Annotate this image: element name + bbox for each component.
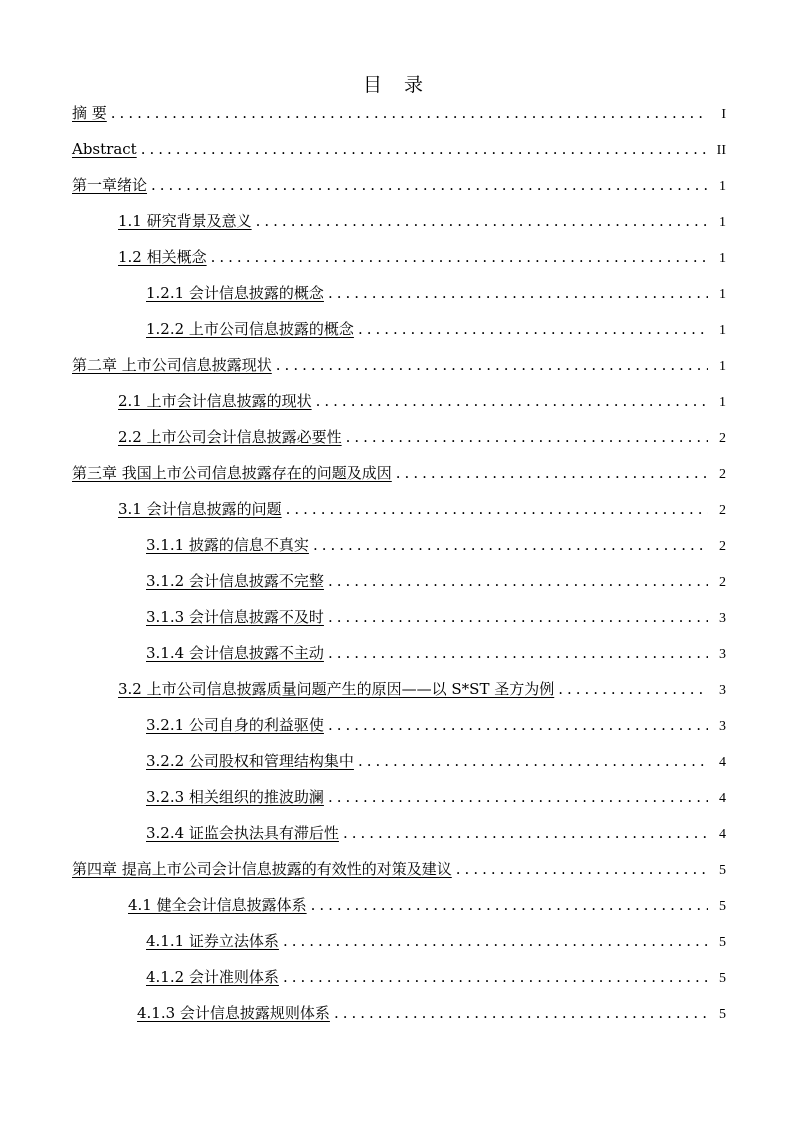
toc-entry[interactable]: [72, 100, 726, 126]
toc-entry[interactable]: [118, 388, 726, 414]
toc-entry[interactable]: [72, 136, 726, 162]
toc-entry[interactable]: [146, 640, 726, 666]
toc-entry[interactable]: [146, 604, 726, 630]
toc-entry-page: 2: [719, 431, 726, 446]
dot-leader: [283, 964, 708, 990]
toc-entry-page: 1: [719, 179, 726, 194]
toc-entry-label[interactable]: 第三章 我国上市公司信息披露存在的问题及成因: [72, 464, 392, 482]
toc-entry-page: 4: [719, 791, 726, 806]
toc-entry[interactable]: [146, 964, 726, 990]
dot-leader: [276, 352, 708, 378]
toc-entry-page: 3: [719, 611, 726, 626]
dot-leader: [558, 676, 708, 702]
toc-entry-label[interactable]: Abstract: [72, 140, 137, 158]
toc-entry-label[interactable]: 3.1 会计信息披露的问题: [118, 500, 282, 518]
dot-leader: [283, 928, 708, 954]
toc-entry[interactable]: [146, 748, 726, 774]
dot-leader: [358, 748, 708, 774]
toc-entry-label[interactable]: 第一章绪论: [72, 176, 148, 194]
toc-entry[interactable]: [72, 172, 726, 198]
toc-entry[interactable]: [146, 784, 726, 810]
toc-entry[interactable]: [118, 496, 726, 522]
dot-leader: [313, 532, 708, 558]
toc-entry-page: 3: [719, 719, 726, 734]
toc-entry[interactable]: [146, 928, 726, 954]
toc-entry[interactable]: [146, 568, 726, 594]
toc-entry-page: 1: [719, 215, 726, 230]
toc-entry-page: 1: [719, 395, 726, 410]
dot-leader: [311, 892, 708, 918]
toc-entry-label[interactable]: 3.1.1 披露的信息不真实: [146, 536, 309, 554]
toc-entry-page: II: [716, 143, 726, 158]
toc-entry[interactable]: [118, 676, 726, 702]
dot-leader: [256, 208, 708, 234]
toc-entry[interactable]: [72, 352, 726, 378]
dot-leader: [396, 460, 708, 486]
toc-entry[interactable]: [146, 712, 726, 738]
dot-leader: [328, 640, 708, 666]
toc-entry-label[interactable]: 1.2 相关概念: [118, 248, 207, 266]
toc-entry-page: 1: [719, 287, 726, 302]
toc-entry-page: 4: [719, 755, 726, 770]
dot-leader: [328, 280, 708, 306]
toc-entry-label[interactable]: 摘 要: [72, 104, 107, 122]
toc-entry-label[interactable]: 1.2.2 上市公司信息披露的概念: [146, 320, 354, 338]
toc-entry[interactable]: [146, 316, 726, 342]
toc-entry-label[interactable]: 2.2 上市公司会计信息披露必要性: [118, 428, 342, 446]
dot-leader: [328, 784, 708, 810]
toc-entry-label[interactable]: 3.2.2 公司股权和管理结构集中: [146, 752, 354, 770]
toc-entry[interactable]: [72, 460, 726, 486]
dot-leader: [111, 100, 708, 126]
toc-entry-label[interactable]: 3.1.4 会计信息披露不主动: [146, 644, 324, 662]
dot-leader: [343, 820, 708, 846]
toc-entry-page: 1: [719, 359, 726, 374]
dot-leader: [346, 424, 708, 450]
toc-entry-page: 4: [719, 827, 726, 842]
toc-entry-page: 1: [719, 323, 726, 338]
toc-entry-page: 2: [719, 503, 726, 518]
toc-entry-page: 1: [719, 251, 726, 266]
toc-entry-label[interactable]: 第四章 提高上市公司会计信息披露的有效性的对策及建议: [72, 860, 452, 878]
toc-entry[interactable]: [128, 892, 726, 918]
toc-entry[interactable]: [118, 424, 726, 450]
toc-entry-page: 2: [719, 575, 726, 590]
dot-leader: [456, 856, 708, 882]
dot-leader: [211, 244, 708, 270]
toc-entry[interactable]: [118, 244, 726, 270]
toc-entry-label[interactable]: 4.1.1 证券立法体系: [146, 932, 279, 950]
toc-entry[interactable]: [118, 208, 726, 234]
toc-entry-label[interactable]: 3.2.1 公司自身的利益驱使: [146, 716, 324, 734]
toc-entry-page: 2: [719, 467, 726, 482]
toc-entry-page: 5: [719, 935, 726, 950]
toc-entry-label[interactable]: 2.1 上市会计信息披露的现状: [118, 392, 312, 410]
dot-leader: [316, 388, 708, 414]
toc-entry-label[interactable]: 3.1.2 会计信息披露不完整: [146, 572, 324, 590]
dot-leader: [358, 316, 708, 342]
toc-entry-label[interactable]: 3.1.3 会计信息披露不及时: [146, 608, 324, 626]
dot-leader: [328, 712, 708, 738]
toc-entry[interactable]: [72, 856, 726, 882]
dot-leader: [286, 496, 708, 522]
toc-entry-page: I: [721, 107, 726, 122]
toc-entry[interactable]: [146, 280, 726, 306]
toc-entry-label[interactable]: 3.2.4 证监会执法具有滞后性: [146, 824, 339, 842]
toc-entry[interactable]: [137, 1000, 726, 1026]
toc-entry-label[interactable]: 3.2 上市公司信息披露质量问题产生的原因——以 S*ST 圣方为例: [118, 680, 555, 698]
toc-entry-page: 5: [719, 863, 726, 878]
dot-leader: [151, 172, 708, 198]
toc-entry-page: 2: [719, 539, 726, 554]
toc-entry-page: 5: [719, 899, 726, 914]
toc-entry-label[interactable]: 4.1.3 会计信息披露规则体系: [137, 1004, 330, 1022]
dot-leader: [328, 568, 708, 594]
toc-entry[interactable]: [146, 532, 726, 558]
toc-entry-page: 3: [719, 647, 726, 662]
toc-entry-label[interactable]: 4.1.2 会计准则体系: [146, 968, 279, 986]
dot-leader: [328, 604, 708, 630]
dot-leader: [334, 1000, 708, 1026]
toc-entry-label[interactable]: 1.1 研究背景及意义: [118, 212, 252, 230]
toc-entry-label[interactable]: 第二章 上市公司信息披露现状: [72, 356, 272, 374]
toc-entry[interactable]: [146, 820, 726, 846]
toc-entry-page: 3: [719, 683, 726, 698]
toc-entry-label[interactable]: 1.2.1 会计信息披露的概念: [146, 284, 324, 302]
toc-entry-label[interactable]: 3.2.3 相关组织的推波助澜: [146, 788, 324, 806]
toc-entry-page: 5: [719, 1007, 726, 1022]
toc-entry-page: 5: [719, 971, 726, 986]
dot-leader: [141, 136, 708, 162]
toc-title: 目 录: [362, 74, 432, 96]
toc-entry-label[interactable]: 4.1 健全会计信息披露体系: [128, 896, 307, 914]
